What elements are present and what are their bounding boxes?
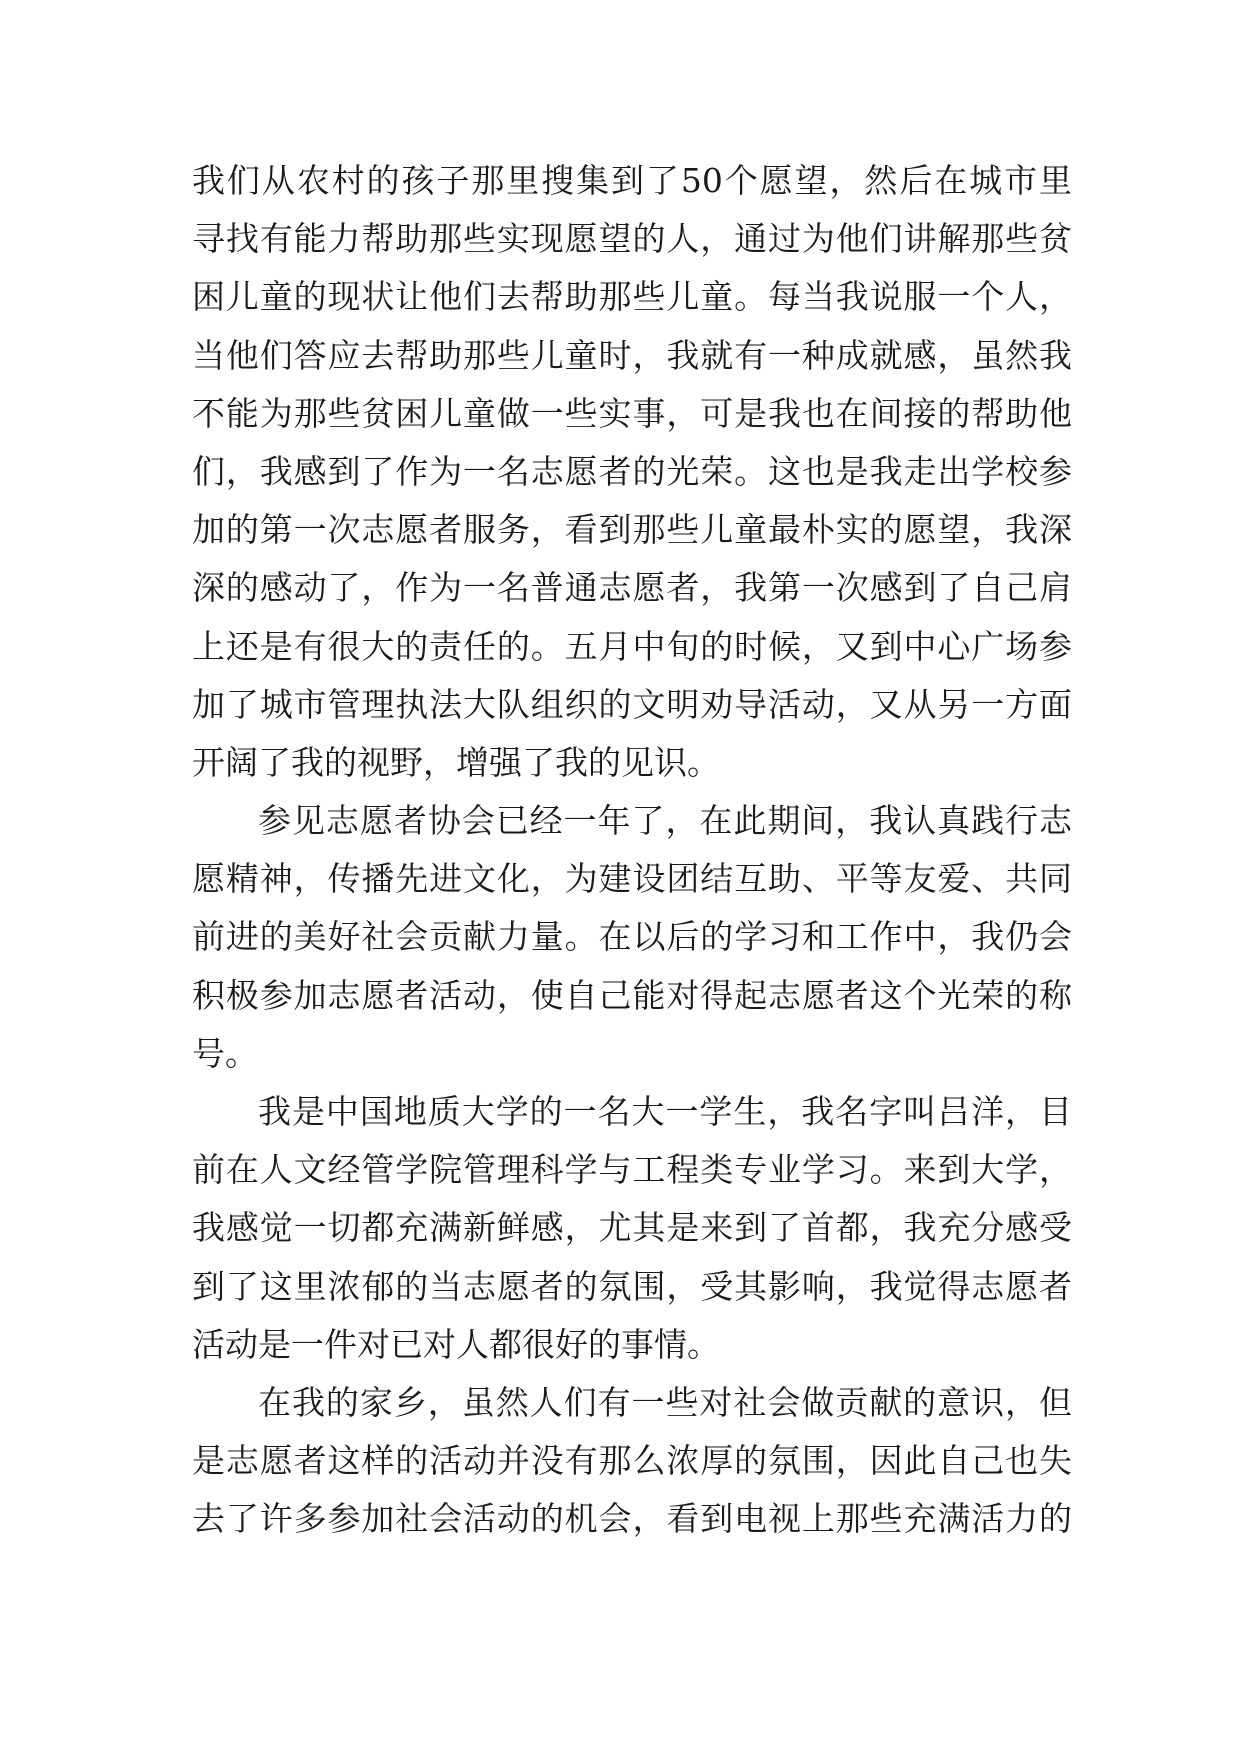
text-line: 加的第一次志愿者服务，看到那些儿童最朴实的愿望，我深 (192, 510, 1072, 550)
text-line: 前进的美好社会贡献力量。在以后的学习和工作中，我仍会 (192, 917, 1072, 957)
text-line: 上还是有很大的责任的。五月中旬的时候，又到中心广场参 (192, 626, 1072, 666)
text-line: 我感觉一切都充满新鲜感，尤其是来到了首都，我充分感受 (192, 1208, 1072, 1248)
text-line: 号。 (192, 1033, 258, 1073)
text-line: 愿精神，传播先进文化，为建设团结互助、平等友爱、共同 (192, 859, 1072, 899)
paragraph-first-line: 参见志愿者协会已经一年了，在此期间，我认真践行志 (258, 801, 1072, 841)
text-line: 前在人文经管学院管理科学与工程类专业学习。来到大学， (192, 1150, 1072, 1190)
text-line: 深的感动了，作为一名普通志愿者，我第一次感到了自己肩 (192, 568, 1072, 608)
body-text (192, 152, 1072, 1549)
text-line: 积极参加志愿者活动，使自己能对得起志愿者这个光荣的称 (192, 975, 1072, 1015)
paragraph-first-line: 在我的家乡，虽然人们有一些对社会做贡献的意识，但 (258, 1382, 1072, 1422)
text-line: 困儿童的现状让他们去帮助那些儿童。每当我说服一个人， (192, 277, 1072, 317)
text-line: 们，我感到了作为一名志愿者的光荣。这也是我走出学校参 (192, 451, 1072, 491)
text-line: 开阔了我的视野，增强了我的见识。 (192, 742, 720, 782)
text-line: 不能为那些贫困儿童做一些实事，可是我也在间接的帮助他 (192, 393, 1072, 433)
text-line: 活动是一件对已对人都很好的事情。 (192, 1324, 720, 1364)
text-line: 是志愿者这样的活动并没有那么浓厚的氛围，因此自己也失 (192, 1441, 1072, 1481)
paragraph-first-line: 我是中国地质大学的一名大一学生，我名字叫吕洋，目 (258, 1092, 1072, 1131)
text-line: 我们从农村的孩子那里搜集到了50个愿望，然后在城市里 (192, 161, 1072, 200)
text-line: 当他们答应去帮助那些儿童时，我就有一种成就感，虽然我 (192, 335, 1072, 375)
text-line: 去了许多参加社会活动的机会，看到电视上那些充满活力的 (192, 1499, 1072, 1539)
text-line: 到了这里浓郁的当志愿者的氛围，受其影响，我觉得志愿者 (192, 1266, 1072, 1306)
text-line: 加了城市管理执法大队组织的文明劝导活动，又从另一方面 (192, 684, 1072, 724)
text-line: 寻找有能力帮助那些实现愿望的人，通过为他们讲解那些贫 (192, 219, 1072, 259)
